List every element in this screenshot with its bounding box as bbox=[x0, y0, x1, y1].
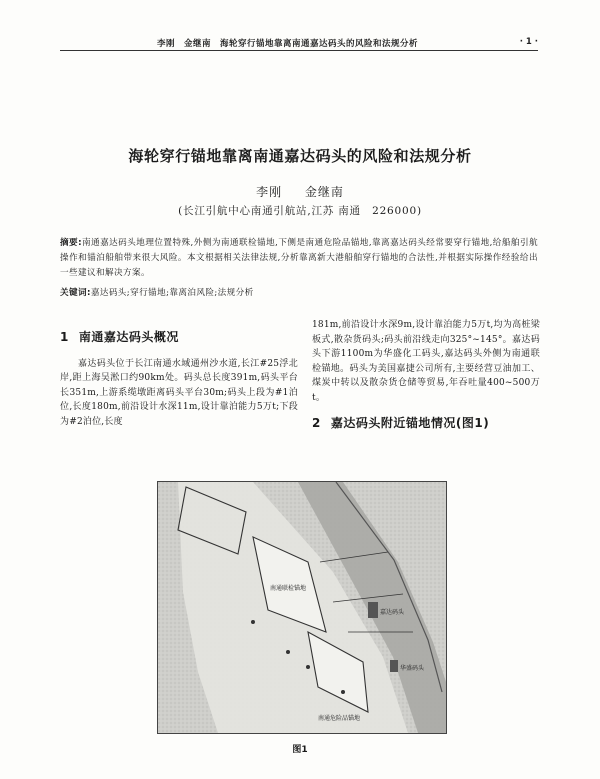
abstract-text: 南通嘉达码头地理位置特殊,外侧为南通联检锚地,下侧是南通危险品锚地,靠离嘉达码头经常要穿行锚地,给船舶引航操作和锚泊船舶带来很大风险。本文根据相关法律法规,分析靠离新大港船舶穿行锚地的合法性,并根据实际操作经验给出一些建议和解决方案。 bbox=[60, 238, 538, 278]
section-number: 2 bbox=[312, 415, 321, 430]
buoy-mark bbox=[286, 650, 290, 654]
section-number: 1 bbox=[60, 330, 69, 344]
running-header bbox=[60, 36, 538, 51]
map-label-huasheng: 华盛码头 bbox=[400, 665, 425, 672]
buoy-mark bbox=[306, 665, 310, 669]
keywords-label: 关键词: bbox=[60, 288, 91, 298]
map-label-dangerous: 南通危险品锚地 bbox=[318, 715, 361, 722]
section-paragraph: 嘉达码头位于长江南通水域通州沙水道,长江#25浮北岸,距上海吴淞口约90km处。码头总长度391m,码头平台长351m,上游系缆墩距离码头平台30m;码头上段为#1泊位,长度180m,前沿设计水深11m,设计靠泊能力5万t;下段为#2泊位,长度 bbox=[60, 358, 298, 427]
map-label-jiada: 嘉达码头 bbox=[380, 609, 405, 616]
huasheng-wharf-mark bbox=[390, 660, 398, 672]
figure-map bbox=[157, 481, 447, 734]
map-label-anchorage: 南通联检锚地 bbox=[270, 585, 307, 592]
anchorage-map bbox=[158, 482, 446, 733]
keywords-text: 嘉达码头;穿行锚地;靠离泊风险;法规分析 bbox=[90, 288, 254, 298]
right-column bbox=[312, 318, 540, 430]
running-title: 李刚 金继南 海轮穿行锚地靠离南通嘉达码头的风险和法规分析 bbox=[156, 39, 418, 49]
author-name: 金继南 bbox=[304, 185, 344, 199]
article-title: 海轮穿行锚地靠离南通嘉达码头的风险和法规分析 bbox=[128, 147, 472, 165]
section-title: 南通嘉达码头概况 bbox=[78, 330, 179, 344]
abstract-label: 摘要: bbox=[60, 238, 82, 248]
buoy-mark bbox=[251, 620, 255, 624]
author-list bbox=[0, 183, 600, 200]
section-paragraph-continued: 181m,前沿设计水深9m,设计靠泊能力5万t,均为高桩梁板式,散杂货码头;码头前沿线走向325°~145°。嘉达码头下游1100m为华盛化工码头,嘉达码头外侧为南通联检锚地。码头为美国嘉捷公司所有,主要经营豆油加工、煤炭中转以及散杂货仓储等贸易,年吞吐量400~500万t。 bbox=[312, 320, 540, 403]
left-column bbox=[60, 330, 298, 430]
section-title: 嘉达码头附近锚地情况(图1) bbox=[330, 415, 490, 430]
jiada-wharf-mark bbox=[368, 602, 378, 618]
author-name: 李刚 bbox=[256, 185, 283, 199]
figure-caption: 图1 bbox=[292, 745, 308, 755]
abstract bbox=[60, 236, 538, 281]
keywords bbox=[60, 286, 538, 301]
section-heading bbox=[312, 416, 540, 431]
affiliation: (长江引航中心南通引航站,江苏 南通 226000) bbox=[178, 205, 422, 217]
section-heading bbox=[60, 330, 298, 345]
page-number: · 1 · bbox=[519, 37, 538, 47]
buoy-mark bbox=[341, 690, 345, 694]
